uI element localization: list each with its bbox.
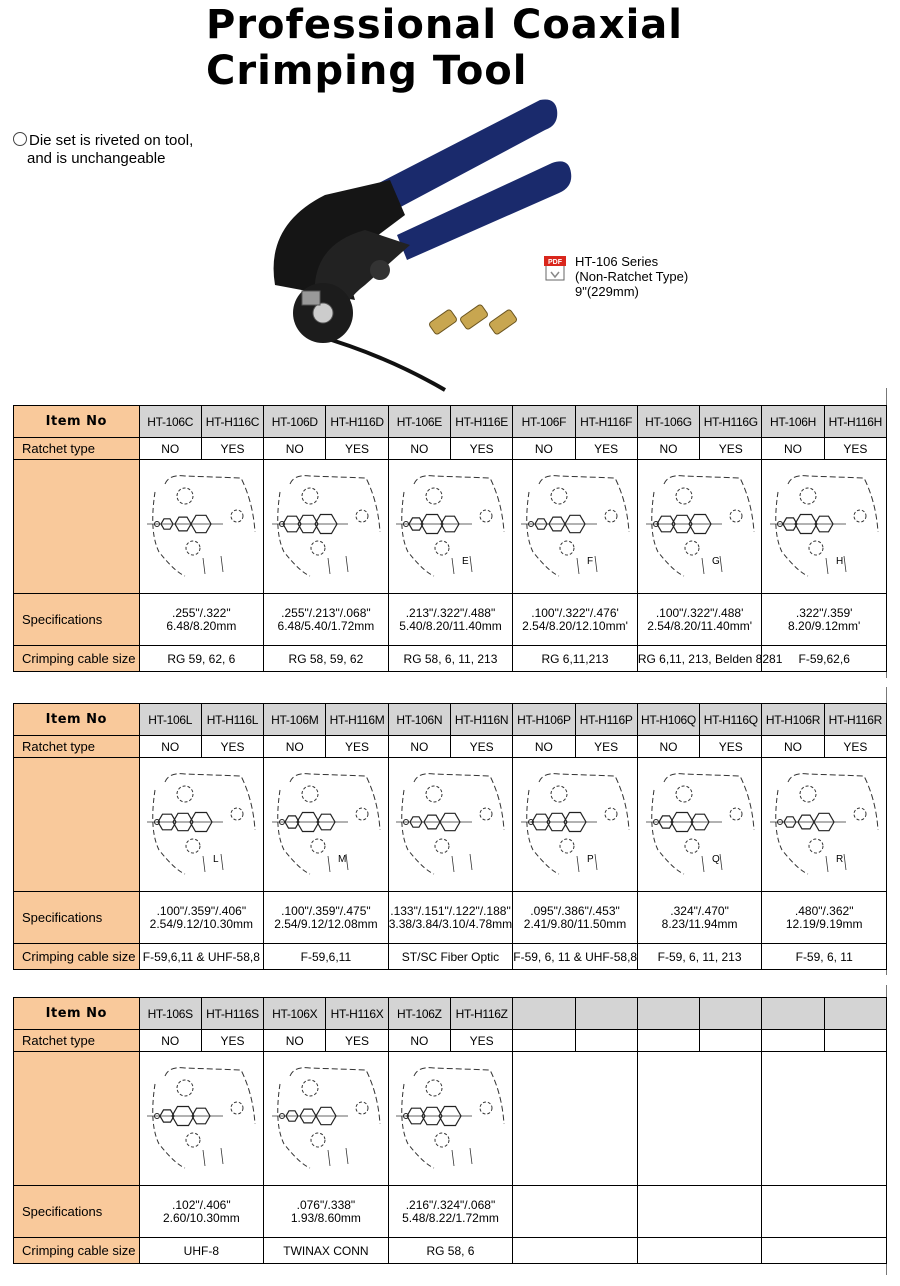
spec-inch: .100"/.322"/.476' xyxy=(531,605,619,620)
die-letter: P xyxy=(587,853,594,865)
cable-size-label: Crimping cable size xyxy=(14,646,140,672)
ratchet-cell: NO xyxy=(637,736,699,758)
die-diagram xyxy=(145,1064,257,1174)
page-title xyxy=(206,2,683,94)
item-no-label: Item No xyxy=(14,998,140,1030)
empty-cell xyxy=(575,1030,637,1052)
cable-cell: RG 6,11,213 xyxy=(513,646,638,672)
die-diagram xyxy=(270,1064,382,1174)
ratchet-cell: YES xyxy=(700,736,762,758)
ratchet-cell: NO xyxy=(139,438,201,460)
spec-inch: .076"/.338" xyxy=(296,1197,356,1212)
cable-cell: F-59,62,6 xyxy=(762,646,887,672)
empty-cell xyxy=(513,1052,638,1186)
model-cell: HT-106S xyxy=(139,998,201,1030)
die-diagram xyxy=(270,472,382,582)
ratchet-cell: NO xyxy=(388,438,450,460)
empty-cell xyxy=(637,1052,762,1186)
cable-cell: TWINAX CONN xyxy=(264,1238,389,1264)
model-cell: HT-106X xyxy=(264,998,326,1030)
spec-cell xyxy=(637,594,762,646)
diagram-cell xyxy=(139,758,264,892)
ratchet-cell: NO xyxy=(264,736,326,758)
die-letter: E xyxy=(462,555,470,567)
model-cell: HT-H116Q xyxy=(700,704,762,736)
ratchet-cell: YES xyxy=(201,736,263,758)
model-cell: HT-H116M xyxy=(326,704,388,736)
ratchet-cell: YES xyxy=(700,438,762,460)
die-diagram xyxy=(145,472,257,582)
item-no-label: Item No xyxy=(14,406,140,438)
ratchet-label: Ratchet type xyxy=(14,1030,140,1052)
model-cell: HT-H116R xyxy=(824,704,886,736)
diagram-label-cell xyxy=(14,460,140,594)
spec-mm: 5.40/8.20/11.40mm xyxy=(399,618,502,633)
spec-row xyxy=(14,594,887,646)
spec-inch: .255"/.213"/.068" xyxy=(281,605,371,620)
ratchet-cell: NO xyxy=(637,438,699,460)
spec-cell xyxy=(762,892,887,944)
ratchet-cell: YES xyxy=(450,438,512,460)
ratchet-label: Ratchet type xyxy=(14,736,140,758)
spec-mm: 3.38/3.84/3.10/4.78mm xyxy=(388,916,513,931)
specifications-label: Specifications xyxy=(14,892,140,944)
spec-cell xyxy=(637,892,762,944)
spec-mm: 8.20/9.12mm' xyxy=(788,618,861,633)
model-cell: HT-H116L xyxy=(201,704,263,736)
spec-cell xyxy=(139,1186,264,1238)
empty-cell xyxy=(762,1186,887,1238)
die-set-note xyxy=(13,132,193,168)
spec-inch: .095"/.386"/.453" xyxy=(530,903,620,918)
spec-inch: .324"/.470" xyxy=(670,903,729,918)
spec-inch: .213"/.322"/.488" xyxy=(405,605,496,620)
ratchet-cell: YES xyxy=(326,438,388,460)
die-letter: R xyxy=(836,853,844,865)
cable-cell: UHF-8 xyxy=(139,1238,264,1264)
model-cell: HT-H116P xyxy=(575,704,637,736)
die-letter: M xyxy=(337,853,347,865)
die-letter: F xyxy=(587,555,594,567)
model-row xyxy=(14,704,887,736)
spec-mm: 2.54/9.12/12.08mm xyxy=(274,916,378,931)
cable-cell: F-59, 6, 11, 213 xyxy=(637,944,762,970)
series-name: HT-106 Series xyxy=(575,254,659,269)
model-cell: HT-H116N xyxy=(450,704,512,736)
diagram-cell xyxy=(762,460,887,594)
diagram-cell xyxy=(637,758,762,892)
empty-cell xyxy=(637,1238,762,1264)
model-cell: HT-H116S xyxy=(201,998,263,1030)
cable-cell: RG 58, 6 xyxy=(388,1238,513,1264)
model-cell: HT-106C xyxy=(139,406,201,438)
die-letter: Q xyxy=(711,853,720,865)
spec-inch: .133"/.151"/.122"/.188" xyxy=(390,903,511,918)
model-cell: HT-H106Q xyxy=(637,704,699,736)
spec-mm: 6.48/5.40/1.72mm xyxy=(277,618,375,633)
spec-mm: 2.54/8.20/11.40mm' xyxy=(647,618,752,633)
cable-cell: RG 58, 59, 62 xyxy=(264,646,389,672)
die-diagram xyxy=(270,770,382,880)
model-cell: HT-106M xyxy=(264,704,326,736)
die-diagram xyxy=(519,770,631,880)
title-line-1: Professional Coaxial xyxy=(206,2,684,48)
diagram-cell xyxy=(264,1052,389,1186)
spec-row xyxy=(14,892,887,944)
spec-mm: 2.54/9.12/10.30mm xyxy=(149,916,254,931)
model-cell: HT-H106P xyxy=(513,704,575,736)
cable-cell: F-59, 6, 11 xyxy=(762,944,887,970)
empty-cell xyxy=(513,1238,638,1264)
series-type: (Non-Ratchet Type) xyxy=(575,269,689,284)
ratchet-cell: NO xyxy=(264,1030,326,1052)
model-cell: HT-H116X xyxy=(326,998,388,1030)
cable-row xyxy=(14,646,887,672)
cable-cell: F-59,6,11 & UHF-58,8 xyxy=(139,944,264,970)
pdf-icon[interactable] xyxy=(544,256,568,282)
ratchet-cell: YES xyxy=(201,438,263,460)
spec-table xyxy=(13,703,887,970)
cable-size-label: Crimping cable size xyxy=(14,1238,140,1264)
diagram-row xyxy=(14,460,887,594)
spec-cell xyxy=(513,892,638,944)
spec-inch: .100"/.359"/.406" xyxy=(156,903,247,918)
ratchet-cell: YES xyxy=(450,1030,512,1052)
die-diagram xyxy=(394,472,506,582)
ratchet-cell: YES xyxy=(450,736,512,758)
die-letter: G xyxy=(711,555,720,567)
die-diagram xyxy=(644,770,756,880)
spec-cell xyxy=(139,594,264,646)
cable-cell: RG 6,11, 213, Belden 8281 xyxy=(637,646,762,672)
spec-mm: 5.48/8.22/1.72mm xyxy=(402,1210,499,1225)
model-cell: HT-106N xyxy=(388,704,450,736)
empty-cell xyxy=(637,1030,699,1052)
series-info xyxy=(544,254,688,299)
die-diagram xyxy=(768,770,880,880)
die-diagram xyxy=(519,472,631,582)
spec-inch: .102"/.406" xyxy=(172,1197,231,1212)
diagram-label-cell xyxy=(14,1052,140,1186)
spec-mm: 2.54/8.20/12.10mm' xyxy=(522,618,628,633)
spec-mm: 1.93/8.60mm xyxy=(290,1210,361,1225)
spec-cell xyxy=(264,892,389,944)
empty-cell xyxy=(700,1030,762,1052)
ratchet-cell: NO xyxy=(139,736,201,758)
model-cell: HT-106F xyxy=(513,406,575,438)
diagram-cell xyxy=(139,460,264,594)
crimping-tool-image xyxy=(255,95,575,395)
model-cell: HT-106L xyxy=(139,704,201,736)
ratchet-cell: YES xyxy=(201,1030,263,1052)
cable-cell: RG 59, 62, 6 xyxy=(139,646,264,672)
pdf-icon-label: PDF xyxy=(548,259,562,266)
model-row xyxy=(14,406,887,438)
model-cell: HT-106D xyxy=(264,406,326,438)
spec-cell xyxy=(388,892,513,944)
die-letter: L xyxy=(213,853,219,865)
cable-row xyxy=(14,944,887,970)
spec-inch: .100"/.322"/.488' xyxy=(655,605,744,620)
model-cell: HT-106E xyxy=(388,406,450,438)
spec-table xyxy=(13,405,887,672)
ratchet-cell: YES xyxy=(575,438,637,460)
spec-inch: .480"/.362" xyxy=(794,903,854,918)
diagram-cell xyxy=(637,460,762,594)
ratchet-cell: NO xyxy=(762,438,824,460)
ratchet-cell: NO xyxy=(513,438,575,460)
model-cell: HT-H116G xyxy=(700,406,762,438)
spec-inch: .100"/.359"/.475" xyxy=(281,903,371,918)
spec-cell xyxy=(762,594,887,646)
spec-cell xyxy=(139,892,264,944)
note-line-1: Die set is riveted on tool, xyxy=(29,132,194,149)
series-size: 9"(229mm) xyxy=(575,284,639,299)
title-line-2: Crimping Tool xyxy=(206,48,528,94)
model-cell: HT-106G xyxy=(637,406,699,438)
ratchet-row xyxy=(14,1030,887,1052)
ratchet-cell: YES xyxy=(326,1030,388,1052)
note-line-2: and is unchangeable xyxy=(27,150,166,167)
model-row xyxy=(14,998,887,1030)
empty-cell xyxy=(637,998,699,1030)
ratchet-cell: NO xyxy=(388,1030,450,1052)
die-diagram xyxy=(644,472,756,582)
ratchet-cell: YES xyxy=(824,736,886,758)
die-diagram xyxy=(145,770,257,880)
spec-inch: .255"/.322" xyxy=(172,605,231,620)
item-no-label: Item No xyxy=(14,704,140,736)
diagram-cell xyxy=(513,460,638,594)
empty-cell xyxy=(637,1186,762,1238)
empty-cell xyxy=(513,1030,575,1052)
die-diagram xyxy=(394,770,506,880)
spec-cell xyxy=(264,594,389,646)
diagram-row xyxy=(14,758,887,892)
die-diagram xyxy=(768,472,880,582)
empty-cell xyxy=(762,1030,824,1052)
spec-cell xyxy=(388,1186,513,1238)
spec-inch: .322"/.359' xyxy=(795,605,853,620)
spec-mm: 6.48/8.20mm xyxy=(166,618,237,633)
model-cell: HT-H116H xyxy=(824,406,886,438)
spec-mm: 2.41/9.80/11.50mm xyxy=(523,916,627,931)
empty-cell xyxy=(824,1030,886,1052)
model-cell: HT-106Z xyxy=(388,998,450,1030)
ratchet-row xyxy=(14,438,887,460)
spec-inch: .216"/.324"/.068" xyxy=(405,1197,496,1212)
ratchet-cell: NO xyxy=(762,736,824,758)
empty-cell xyxy=(513,998,575,1030)
empty-cell xyxy=(700,998,762,1030)
spec-cell xyxy=(513,594,638,646)
circle-bullet-icon xyxy=(13,132,27,146)
spec-mm: 12.19/9.19mm xyxy=(785,916,863,931)
diagram-cell xyxy=(264,758,389,892)
model-cell: HT-H106R xyxy=(762,704,824,736)
ratchet-row xyxy=(14,736,887,758)
ratchet-cell: YES xyxy=(575,736,637,758)
diagram-cell xyxy=(513,758,638,892)
diagram-cell xyxy=(388,1052,513,1186)
spec-table xyxy=(13,997,887,1264)
empty-cell xyxy=(513,1186,638,1238)
cable-cell: F-59,6,11 xyxy=(264,944,389,970)
specifications-label: Specifications xyxy=(14,594,140,646)
cable-size-label: Crimping cable size xyxy=(14,944,140,970)
diagram-cell xyxy=(264,460,389,594)
ratchet-label: Ratchet type xyxy=(14,438,140,460)
cable-cell: RG 58, 6, 11, 213 xyxy=(388,646,513,672)
empty-cell xyxy=(575,998,637,1030)
empty-cell xyxy=(824,998,886,1030)
die-diagram xyxy=(394,1064,506,1174)
diagram-row xyxy=(14,1052,887,1186)
empty-cell xyxy=(762,1052,887,1186)
diagram-cell xyxy=(139,1052,264,1186)
ratchet-cell: NO xyxy=(264,438,326,460)
cable-cell: F-59, 6, 11 & UHF-58,8 xyxy=(513,944,638,970)
model-cell: HT-H116D xyxy=(326,406,388,438)
ratchet-cell: NO xyxy=(139,1030,201,1052)
spec-row xyxy=(14,1186,887,1238)
model-cell: HT-106H xyxy=(762,406,824,438)
ratchet-cell: NO xyxy=(388,736,450,758)
ratchet-cell: YES xyxy=(326,736,388,758)
diagram-cell xyxy=(388,758,513,892)
cable-row xyxy=(14,1238,887,1264)
diagram-cell xyxy=(762,758,887,892)
ratchet-cell: YES xyxy=(824,438,886,460)
empty-cell xyxy=(762,1238,887,1264)
spec-mm: 8.23/11.94mm xyxy=(661,916,738,931)
die-letter: H xyxy=(836,555,844,567)
empty-cell xyxy=(762,998,824,1030)
model-cell: HT-H116Z xyxy=(450,998,512,1030)
diagram-label-cell xyxy=(14,758,140,892)
ratchet-cell: NO xyxy=(513,736,575,758)
model-cell: HT-H116C xyxy=(201,406,263,438)
spec-cell xyxy=(388,594,513,646)
diagram-cell xyxy=(388,460,513,594)
model-cell: HT-H116E xyxy=(450,406,512,438)
model-cell: HT-H116F xyxy=(575,406,637,438)
spec-mm: 2.60/10.30mm xyxy=(162,1210,240,1225)
cable-cell: ST/SC Fiber Optic xyxy=(388,944,513,970)
specifications-label: Specifications xyxy=(14,1186,140,1238)
spec-cell xyxy=(264,1186,389,1238)
